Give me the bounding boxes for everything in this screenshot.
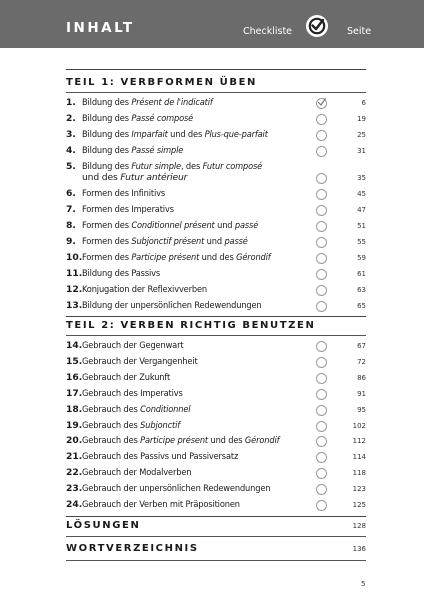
entry-page: 86 — [357, 373, 366, 382]
entry-page: 6 — [361, 99, 366, 107]
entry-number: 20. — [66, 435, 83, 447]
toc-entry[interactable] — [66, 204, 366, 220]
entry-title-line2 — [82, 172, 187, 183]
entry-number: 10. — [66, 252, 83, 263]
title-segment: Futur simple — [131, 161, 181, 172]
checkbox-icon[interactable] — [316, 468, 327, 479]
checkbox-icon[interactable] — [316, 114, 327, 125]
title-segment: und des — [199, 252, 237, 263]
title-segment: Passé simple — [131, 145, 184, 156]
entry-page: 65 — [357, 302, 366, 310]
toc-entry[interactable] — [66, 268, 366, 284]
entry-title — [82, 188, 165, 199]
title-segment: Formen des — [82, 220, 132, 231]
toc-entry[interactable] — [66, 467, 366, 483]
entry-number: 14. — [66, 340, 83, 351]
checkbox-icon[interactable] — [316, 452, 327, 463]
toc-entry[interactable] — [66, 340, 366, 356]
divider — [66, 92, 366, 93]
checkmark-icon — [316, 97, 327, 108]
checkbox-icon[interactable] — [316, 146, 327, 157]
entry-page: 63 — [357, 286, 366, 294]
entry-title — [82, 300, 262, 311]
entry-number: 22. — [66, 467, 83, 479]
entry-page: 51 — [357, 222, 366, 230]
divider — [66, 335, 366, 336]
title-segment: Conditionnel présent — [131, 220, 215, 231]
entry-number: 16. — [66, 371, 83, 383]
entry-page: 35 — [357, 174, 366, 182]
title-segment: Gérondif — [244, 435, 280, 447]
entry-page: 31 — [357, 147, 366, 155]
title-segment: Gebrauch des — [82, 419, 141, 431]
toc-entry[interactable] — [66, 220, 366, 236]
title-segment: Bildung der unpersönlichen Redewendungen — [82, 300, 262, 311]
title-segment: und — [214, 220, 235, 231]
entry-title — [82, 451, 238, 462]
checkbox-icon[interactable] — [316, 389, 327, 400]
title-segment: Gebrauch der Verben mit Präpositionen — [82, 499, 240, 510]
entry-page: 19 — [357, 115, 366, 123]
title-segment: Gebrauch des — [82, 435, 141, 447]
divider — [66, 560, 366, 561]
checkbox-icon[interactable] — [316, 421, 327, 432]
entry-page: 25 — [357, 131, 366, 139]
page-header — [0, 0, 424, 48]
title-segment: Gebrauch der Gegenwart — [82, 340, 184, 351]
toc-entry[interactable] — [66, 145, 366, 161]
entry-number: 18. — [66, 403, 83, 415]
title-segment: Subjonctif présent — [131, 236, 205, 247]
entry-page: 118 — [352, 469, 366, 478]
glossary-page: 136 — [352, 545, 366, 553]
title-segment: Présent de l'indicatif — [131, 97, 213, 108]
title-segment: Subjonctif — [140, 419, 180, 431]
title-segment: Imparfait — [131, 129, 168, 140]
checkbox-icon[interactable] — [316, 285, 327, 296]
entry-number: 15. — [66, 355, 83, 367]
toc-entry[interactable] — [66, 236, 366, 252]
toc-entry[interactable] — [66, 284, 366, 300]
title-segment: Passé composé — [131, 113, 194, 124]
entry-title — [82, 356, 198, 367]
title-segment: und des — [167, 129, 205, 140]
entry-title — [82, 404, 190, 415]
page-title: INHALT — [66, 20, 135, 36]
title-segment: passé — [224, 236, 248, 247]
toc-entry[interactable] — [66, 451, 366, 467]
entry-number: 1. — [66, 97, 76, 108]
title-segment: Plus-que-parfait — [204, 129, 268, 140]
checkbox-icon[interactable] — [316, 221, 327, 232]
checkbox-icon[interactable] — [316, 205, 327, 216]
entry-page: 125 — [352, 501, 366, 509]
entry-page: 67 — [357, 342, 366, 350]
title-segment: , des — [180, 161, 203, 172]
checkbox-icon[interactable] — [316, 373, 327, 384]
title-segment: Gebrauch der Modalverben — [82, 467, 192, 479]
entry-number: 23. — [66, 483, 83, 495]
title-segment: Bildung des — [82, 161, 132, 172]
checked-checkbox-icon[interactable] — [316, 98, 327, 109]
title-segment: und — [204, 236, 225, 247]
part2-heading: TEIL 2: VERBEN RICHTIG BENUTZEN — [66, 320, 316, 331]
entry-page: 72 — [357, 357, 366, 366]
title-segment: Conditionnel — [140, 403, 191, 415]
checkbox-icon[interactable] — [316, 341, 327, 352]
entry-title — [82, 236, 248, 247]
toc-entry[interactable] — [66, 372, 366, 388]
title-segment: Gebrauch des Passivs und Passiversatz — [82, 451, 239, 463]
title-segment: Gebrauch des Imperativs — [82, 387, 183, 399]
entry-number: 8. — [66, 220, 76, 231]
title-segment: Futur antérieur — [120, 172, 188, 183]
toc-entry[interactable] — [66, 435, 366, 451]
footer-page-number: 5 — [361, 580, 366, 588]
entry-page: 102 — [352, 421, 366, 430]
title-segment: und des — [82, 172, 121, 183]
toc-entry[interactable] — [66, 388, 366, 404]
title-segment: Gebrauch des — [82, 403, 141, 415]
entry-title — [82, 204, 174, 215]
title-segment: Futur composé — [202, 161, 263, 172]
entry-title — [82, 161, 262, 172]
checkbox-icon[interactable] — [316, 269, 327, 280]
title-segment: Bildung des — [82, 145, 132, 156]
toc-entry[interactable] — [66, 499, 366, 515]
toc-entry[interactable] — [66, 420, 366, 436]
entry-title — [82, 252, 271, 263]
entry-number: 12. — [66, 284, 83, 295]
checkbox-icon[interactable] — [316, 500, 327, 511]
entry-page: 91 — [357, 389, 366, 398]
entry-title — [82, 113, 193, 124]
entry-page: 61 — [357, 270, 366, 278]
entry-number: 4. — [66, 145, 76, 156]
entry-page: 112 — [352, 437, 366, 446]
title-segment: Bildung des Passivs — [82, 268, 161, 279]
entry-number: 13. — [66, 300, 83, 311]
entry-number: 24. — [66, 499, 83, 510]
title-segment: passé — [234, 220, 259, 231]
solutions-page: 128 — [352, 522, 366, 530]
title-segment: Formen des — [82, 252, 132, 263]
title-segment: Gebrauch der Zukunft — [82, 371, 171, 383]
entry-title — [82, 97, 213, 108]
toc-entry[interactable] — [66, 300, 366, 316]
entry-number: 7. — [66, 204, 76, 215]
title-segment: Gebrauch der unpersönlichen Redewendungen — [82, 483, 271, 495]
part1-heading: TEIL 1: VERBFORMEN ÜBEN — [66, 77, 257, 88]
divider — [66, 316, 366, 317]
checklist-column-label: Checkliste — [243, 26, 293, 37]
title-segment: Formen des Imperativs — [82, 204, 174, 215]
toc-entry[interactable] — [66, 252, 366, 268]
toc-entry[interactable] — [66, 404, 366, 420]
entry-page: 114 — [352, 453, 366, 462]
entry-title — [82, 499, 240, 510]
divider — [66, 69, 366, 70]
checkbox-icon[interactable] — [316, 253, 327, 264]
entry-title — [82, 372, 170, 383]
title-segment: Bildung des — [82, 113, 132, 124]
entry-number: 5. — [66, 161, 76, 172]
entry-title — [82, 145, 183, 156]
entry-title — [82, 420, 180, 431]
entry-title — [82, 340, 183, 351]
checkbox-icon[interactable] — [316, 301, 327, 312]
title-segment: Formen des Infinitivs — [82, 188, 165, 199]
title-segment: Bildung des — [82, 97, 132, 108]
entry-title — [82, 268, 160, 279]
entry-page: 59 — [357, 254, 366, 262]
entry-number: 11. — [66, 268, 83, 279]
toc-entry[interactable] — [66, 356, 366, 372]
solutions-heading: LÖSUNGEN — [66, 520, 141, 531]
entry-title — [82, 388, 183, 399]
toc-entry[interactable] — [66, 188, 366, 204]
checkbox-icon[interactable] — [316, 173, 327, 184]
entry-title — [82, 284, 207, 295]
entry-page: 45 — [357, 190, 366, 198]
toc-entry[interactable] — [66, 161, 366, 183]
entry-number: 17. — [66, 387, 83, 399]
checkbox-icon[interactable] — [316, 130, 327, 141]
entry-title — [82, 129, 268, 140]
checkbox-icon[interactable] — [316, 484, 327, 495]
toc-entry[interactable] — [66, 97, 366, 113]
checkbox-icon[interactable] — [316, 237, 327, 248]
page-column-label: Seite — [347, 26, 372, 37]
divider — [66, 536, 366, 537]
entry-number: 21. — [66, 451, 83, 463]
divider — [66, 516, 366, 517]
checkbox-icon[interactable] — [316, 405, 327, 416]
entry-title — [82, 483, 270, 494]
checkbox-icon[interactable] — [316, 189, 327, 200]
title-segment: und des — [208, 435, 245, 447]
checkbox-icon[interactable] — [316, 357, 327, 368]
toc-entry[interactable] — [66, 129, 366, 145]
checkbox-icon[interactable] — [316, 436, 327, 447]
entry-number: 2. — [66, 113, 76, 124]
entry-number: 6. — [66, 188, 76, 199]
entry-number: 9. — [66, 236, 76, 247]
title-segment: Participe présent — [140, 435, 209, 447]
title-segment: Bildung des — [82, 129, 132, 140]
toc-entry[interactable] — [66, 113, 366, 129]
glossary-heading: WORTVERZEICHNIS — [66, 543, 199, 554]
entry-number: 3. — [66, 129, 76, 140]
entry-page: 47 — [357, 206, 366, 214]
checkmark-badge-icon — [305, 14, 329, 38]
entry-number: 19. — [66, 419, 83, 431]
title-segment: Gérondif — [236, 252, 271, 263]
entry-page: 55 — [357, 238, 366, 246]
title-segment: Gebrauch der Vergangenheit — [82, 355, 198, 367]
entry-page: 95 — [357, 405, 366, 414]
title-segment: Formen des — [82, 236, 132, 247]
entry-page: 123 — [352, 485, 366, 494]
toc-entry[interactable] — [66, 483, 366, 499]
entry-title — [82, 435, 279, 446]
title-segment: Konjugation der Reflexivverben — [82, 284, 207, 295]
title-segment: Participe présent — [131, 252, 200, 263]
entry-title — [82, 467, 191, 478]
entry-title — [82, 220, 258, 231]
